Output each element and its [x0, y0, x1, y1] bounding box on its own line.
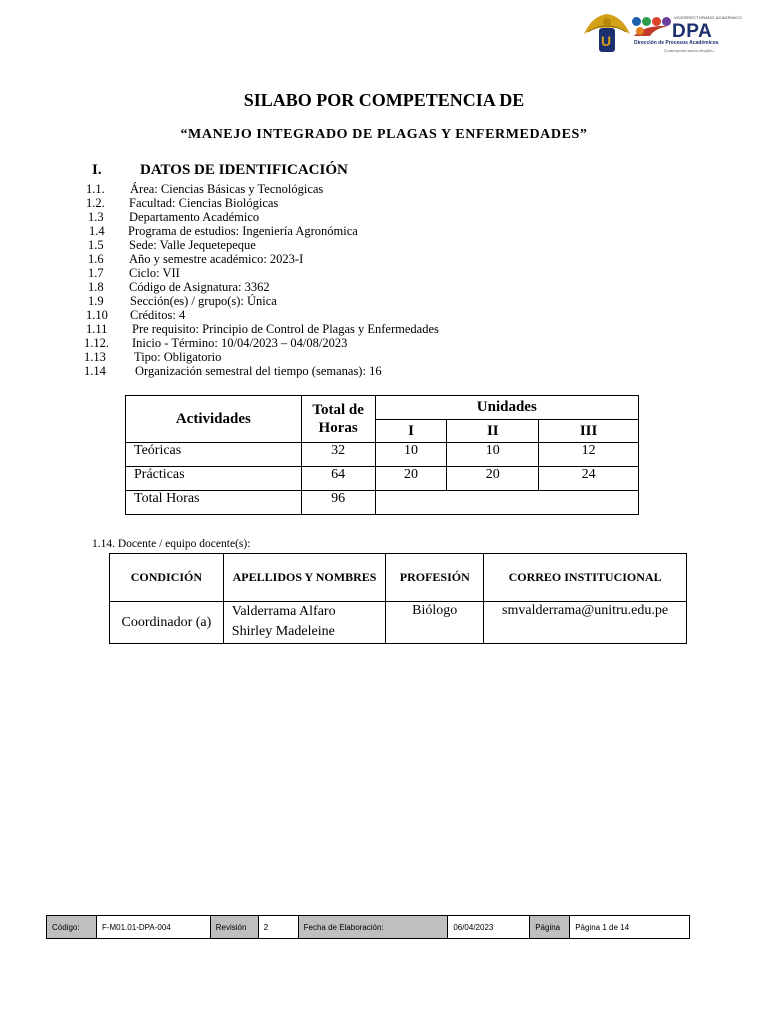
row-label: Total Horas [126, 491, 302, 515]
row-label: Prácticas [126, 467, 302, 491]
row-unit-value: 10 [447, 443, 539, 467]
section-number: I. [92, 162, 102, 178]
page-subtitle: “MANEJO INTEGRADO DE PLAGAS Y ENFERMEDADES” [180, 127, 588, 142]
logo-sub-text: Dirección de Procesos Académicos [634, 40, 719, 46]
header-actividades: Actividades [126, 396, 302, 443]
logo-slogan: Construyendo nuevos desafíos... [664, 48, 716, 53]
university-seal-icon [582, 10, 632, 56]
table-row [126, 491, 639, 515]
logo-main-text: DPA [672, 21, 713, 42]
logo-small-text: VICERRECTORADO ACADÉMICO [674, 15, 742, 20]
row-unit-value: 10 [375, 443, 447, 467]
header-unit: III [539, 420, 639, 443]
svg-text:U: U [601, 33, 612, 49]
nombre-cell [223, 602, 386, 644]
docente-label: 1.14. Docente / equipo docente(s): [92, 538, 251, 550]
header-unit: II [447, 420, 539, 443]
row-unit-value: 20 [447, 467, 539, 491]
page-title: SILABO POR COMPETENCIA DE [243, 90, 525, 110]
nombre-line: Valderrama Alfaro [231, 604, 336, 619]
condicion-cell: Coordinador (a) [110, 602, 224, 644]
pagina-label: Página [530, 916, 570, 939]
header-profesion: PROFESIÓN [386, 554, 484, 602]
row-unit-empty [375, 491, 638, 515]
section-label: DATOS DE IDENTIFICACIÓN [140, 162, 348, 178]
section-heading [92, 162, 348, 179]
table-row [110, 602, 687, 644]
header-correo: CORREO INSTITUCIONAL [484, 554, 687, 602]
header-apellidos: APELLIDOS Y NOMBRES [223, 554, 386, 602]
pagina-value: Página 1 de 14 [570, 916, 690, 939]
row-label: Teóricas [126, 443, 302, 467]
document-footer [46, 915, 690, 939]
header-unit: I [375, 420, 447, 443]
nombre-line: Shirley Madeleine [231, 624, 335, 639]
header-total-horas: Total de Horas [301, 396, 375, 443]
table-row [126, 443, 639, 467]
row-total: 96 [301, 491, 375, 515]
header-unidades: Unidades [375, 396, 638, 420]
row-unit-value: 24 [539, 467, 639, 491]
codigo-value: F-M01.01-DPA-004 [96, 916, 210, 939]
row-unit-value: 12 [539, 443, 639, 467]
row-unit-value: 20 [375, 467, 447, 491]
profesion-cell: Biólogo [386, 602, 484, 644]
revision-value: 2 [258, 916, 298, 939]
fecha-value: 06/04/2023 [448, 916, 530, 939]
fecha-label: Fecha de Elaboración: [298, 916, 448, 939]
row-total: 64 [301, 467, 375, 491]
correo-cell: smvalderrama@unitru.edu.pe [484, 602, 687, 644]
row-total: 32 [301, 443, 375, 467]
header-condicion: CONDICIÓN [110, 554, 224, 602]
hours-table [125, 395, 639, 515]
dpa-logo [582, 10, 742, 56]
table-row [126, 467, 639, 491]
codigo-label: Código: [47, 916, 97, 939]
revision-label: Revisión [210, 916, 258, 939]
docente-table [109, 553, 687, 644]
wing-icon [632, 23, 670, 38]
